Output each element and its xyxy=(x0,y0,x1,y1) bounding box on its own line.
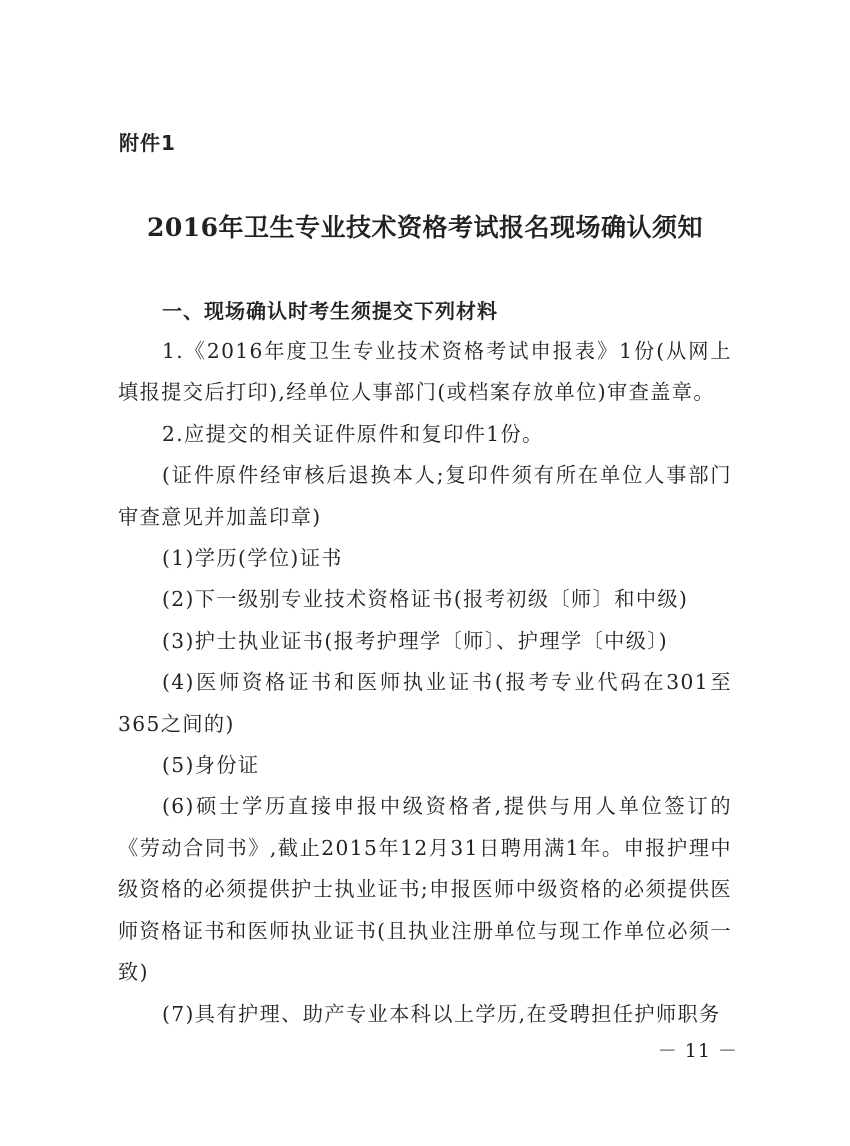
list-item-nursing-bachelor: (7)具有护理、助产专业本科以上学历,在受聘担任护师职务 xyxy=(162,1001,721,1026)
list-item-education: (1)学历(学位)证书 xyxy=(162,546,343,571)
document-body xyxy=(118,331,732,1035)
page-number: － 11 － xyxy=(657,1040,738,1062)
list-item-lower-qualification: (2)下一级别专业技术资格证书(报考初级〔师〕和中级) xyxy=(162,587,689,612)
document-title: 2016年卫生专业技术资格考试报名现场确认须知 xyxy=(146,213,704,242)
paragraph-certificate-note: (证件原件经审核后退换本人;复印件须有所在单位人事部门审查意见并加盖印章) xyxy=(118,463,732,529)
list-item-nurse-license: (3)护士执业证书(报考护理学〔师〕、护理学〔中级〕) xyxy=(162,628,669,653)
paragraph-application-form: 1.《2016年度卫生专业技术资格考试申报表》1份(从网上填报提交后打印),经单位人事部门(或档案存放单位)审查盖章。 xyxy=(118,339,732,405)
list-item-master-degree: (6)硕士学历直接申报中级资格者,提供与用人单位签订的《劳动合同书》,截止2015年12月31日聘用满1年。申报护理中级资格的必须提供护士执业证书;申报医师中级资格的必须提供医师资格证书和医师执业证书(且执业注册单位与现工作单位必须一致) xyxy=(118,794,732,985)
list-item-physician-license: (4)医师资格证书和医师执业证书(报考专业代码在301至365之间的) xyxy=(118,670,732,736)
list-item-id-card: (5)身份证 xyxy=(162,753,260,778)
attachment-label: 附件1 xyxy=(119,131,176,155)
section-heading: 一、现场确认时考生须提交下列材料 xyxy=(162,299,498,323)
paragraph-certificates: 2.应提交的相关证件原件和复印件1份。 xyxy=(162,421,544,446)
